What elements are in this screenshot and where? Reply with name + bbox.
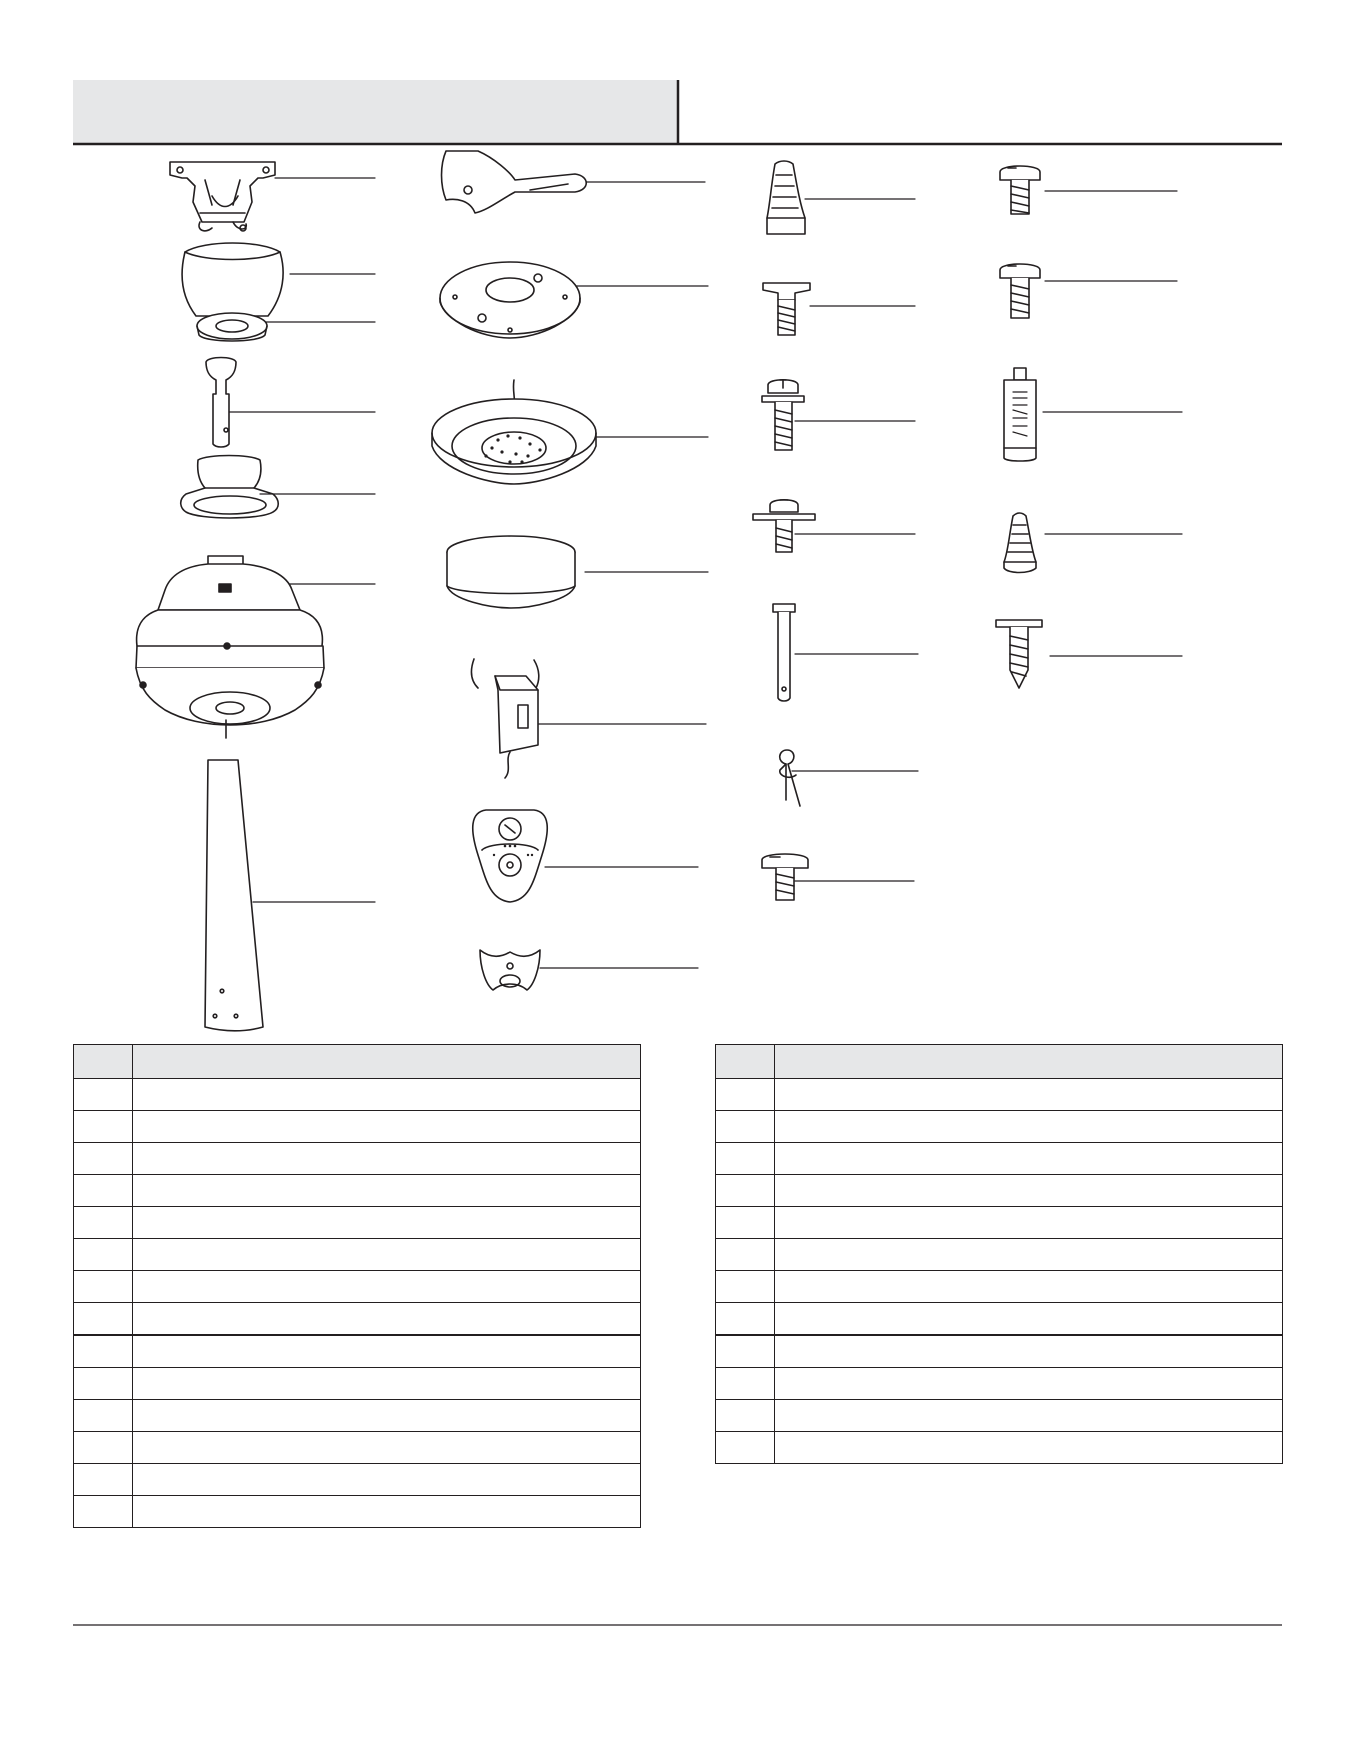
part-cell bbox=[74, 1271, 133, 1303]
description-cell bbox=[775, 1207, 1283, 1239]
part-cell bbox=[74, 1175, 133, 1207]
downrod-icon bbox=[206, 358, 236, 448]
description-cell bbox=[133, 1496, 641, 1528]
page-footer bbox=[0, 1610, 1361, 1650]
description-cell bbox=[133, 1303, 641, 1336]
table-row bbox=[74, 1464, 641, 1496]
remote-control-icon bbox=[473, 810, 548, 902]
clevis-pin-icon bbox=[773, 604, 795, 701]
part-cell bbox=[716, 1335, 775, 1368]
table-row bbox=[74, 1496, 641, 1528]
description-cell bbox=[133, 1079, 641, 1111]
table-row bbox=[716, 1111, 1283, 1143]
table-row bbox=[716, 1432, 1283, 1464]
hairpin-clip-icon bbox=[780, 750, 800, 806]
header-part bbox=[74, 1045, 133, 1079]
part-cell bbox=[74, 1143, 133, 1175]
description-cell bbox=[775, 1400, 1283, 1432]
lock-screw-icon bbox=[762, 854, 808, 900]
holder-icon bbox=[480, 950, 540, 990]
switch-housing-screw-icon bbox=[753, 500, 815, 552]
canopy-icon bbox=[182, 243, 283, 316]
part-cell bbox=[74, 1303, 133, 1336]
leader-lines bbox=[228, 178, 1182, 968]
header-part bbox=[716, 1045, 775, 1079]
part-cell bbox=[716, 1207, 775, 1239]
part-cell bbox=[716, 1432, 775, 1464]
description-cell bbox=[133, 1335, 641, 1368]
part-cell bbox=[716, 1143, 775, 1175]
table-row bbox=[74, 1432, 641, 1464]
description-cell bbox=[775, 1271, 1283, 1303]
wire-connector-small-icon bbox=[1004, 513, 1036, 573]
description-cell bbox=[775, 1239, 1283, 1271]
canopy-cover-icon bbox=[197, 313, 267, 341]
description-cell bbox=[775, 1079, 1283, 1111]
mounting-screw-icon bbox=[1000, 166, 1040, 214]
description-cell bbox=[133, 1175, 641, 1207]
table-row bbox=[74, 1368, 641, 1400]
description-cell bbox=[133, 1143, 641, 1175]
page-header bbox=[0, 0, 1361, 150]
table-row bbox=[716, 1143, 1283, 1175]
motor-housing-icon bbox=[136, 556, 324, 738]
canopy-screw-icon bbox=[1000, 264, 1040, 318]
table-row bbox=[716, 1400, 1283, 1432]
part-cell bbox=[74, 1111, 133, 1143]
description-cell bbox=[775, 1303, 1283, 1336]
description-cell bbox=[133, 1239, 641, 1271]
battery-icon bbox=[1004, 368, 1036, 461]
table-row bbox=[74, 1239, 641, 1271]
blade-arm-icon bbox=[442, 151, 587, 213]
part-cell bbox=[74, 1432, 133, 1464]
table-row bbox=[74, 1079, 641, 1111]
description-cell bbox=[133, 1432, 641, 1464]
part-cell bbox=[74, 1079, 133, 1111]
part-cell bbox=[716, 1400, 775, 1432]
table-row bbox=[716, 1239, 1283, 1271]
parts-table-right bbox=[715, 1044, 1283, 1464]
header-description bbox=[775, 1045, 1283, 1079]
table-row bbox=[74, 1271, 641, 1303]
part-cell bbox=[74, 1496, 133, 1528]
part-cell bbox=[74, 1400, 133, 1432]
description-cell bbox=[133, 1111, 641, 1143]
glass-shade-icon bbox=[447, 536, 575, 608]
table-row bbox=[74, 1303, 641, 1336]
receiver-icon bbox=[471, 659, 538, 778]
description-cell bbox=[133, 1400, 641, 1432]
part-cell bbox=[716, 1271, 775, 1303]
description-cell bbox=[775, 1335, 1283, 1368]
parts-table-left bbox=[73, 1044, 641, 1528]
description-cell bbox=[133, 1271, 641, 1303]
description-cell bbox=[133, 1207, 641, 1239]
description-cell bbox=[775, 1432, 1283, 1464]
part-cell bbox=[716, 1368, 775, 1400]
blade-screw-icon bbox=[763, 283, 810, 335]
description-cell bbox=[775, 1111, 1283, 1143]
switch-housing-plate-icon bbox=[440, 262, 580, 338]
table-row bbox=[74, 1175, 641, 1207]
table-row bbox=[74, 1207, 641, 1239]
table-header-row bbox=[716, 1045, 1283, 1079]
table-row bbox=[716, 1175, 1283, 1207]
part-cell bbox=[74, 1207, 133, 1239]
coupling-cover-icon bbox=[181, 456, 279, 519]
table-row bbox=[716, 1271, 1283, 1303]
part-cell bbox=[74, 1464, 133, 1496]
table-header-row bbox=[74, 1045, 641, 1079]
part-cell bbox=[74, 1239, 133, 1271]
part-cell bbox=[74, 1368, 133, 1400]
description-cell bbox=[775, 1368, 1283, 1400]
description-cell bbox=[775, 1143, 1283, 1175]
part-cell bbox=[716, 1111, 775, 1143]
table-row bbox=[716, 1335, 1283, 1368]
part-cell bbox=[716, 1303, 775, 1336]
description-cell bbox=[133, 1368, 641, 1400]
light-kit-plate-icon bbox=[432, 380, 596, 484]
wood-screw-icon bbox=[996, 620, 1042, 688]
table-row bbox=[74, 1143, 641, 1175]
header-description bbox=[133, 1045, 641, 1079]
blade-arm-screw-icon bbox=[762, 380, 804, 450]
part-cell bbox=[716, 1079, 775, 1111]
table-row bbox=[74, 1111, 641, 1143]
description-cell bbox=[133, 1464, 641, 1496]
table-row bbox=[74, 1400, 641, 1432]
table-row bbox=[716, 1303, 1283, 1336]
description-cell bbox=[775, 1175, 1283, 1207]
table-row bbox=[716, 1207, 1283, 1239]
hanger-bracket-icon bbox=[170, 162, 275, 231]
header-title-band bbox=[73, 80, 678, 143]
part-cell bbox=[716, 1239, 775, 1271]
fan-blade-icon bbox=[205, 760, 263, 1031]
table-row bbox=[716, 1079, 1283, 1111]
part-cell bbox=[716, 1175, 775, 1207]
parts-diagram bbox=[0, 150, 1361, 1035]
table-row bbox=[716, 1368, 1283, 1400]
table-row bbox=[74, 1335, 641, 1368]
part-cell bbox=[74, 1335, 133, 1368]
wire-connector-large-icon bbox=[767, 161, 805, 234]
